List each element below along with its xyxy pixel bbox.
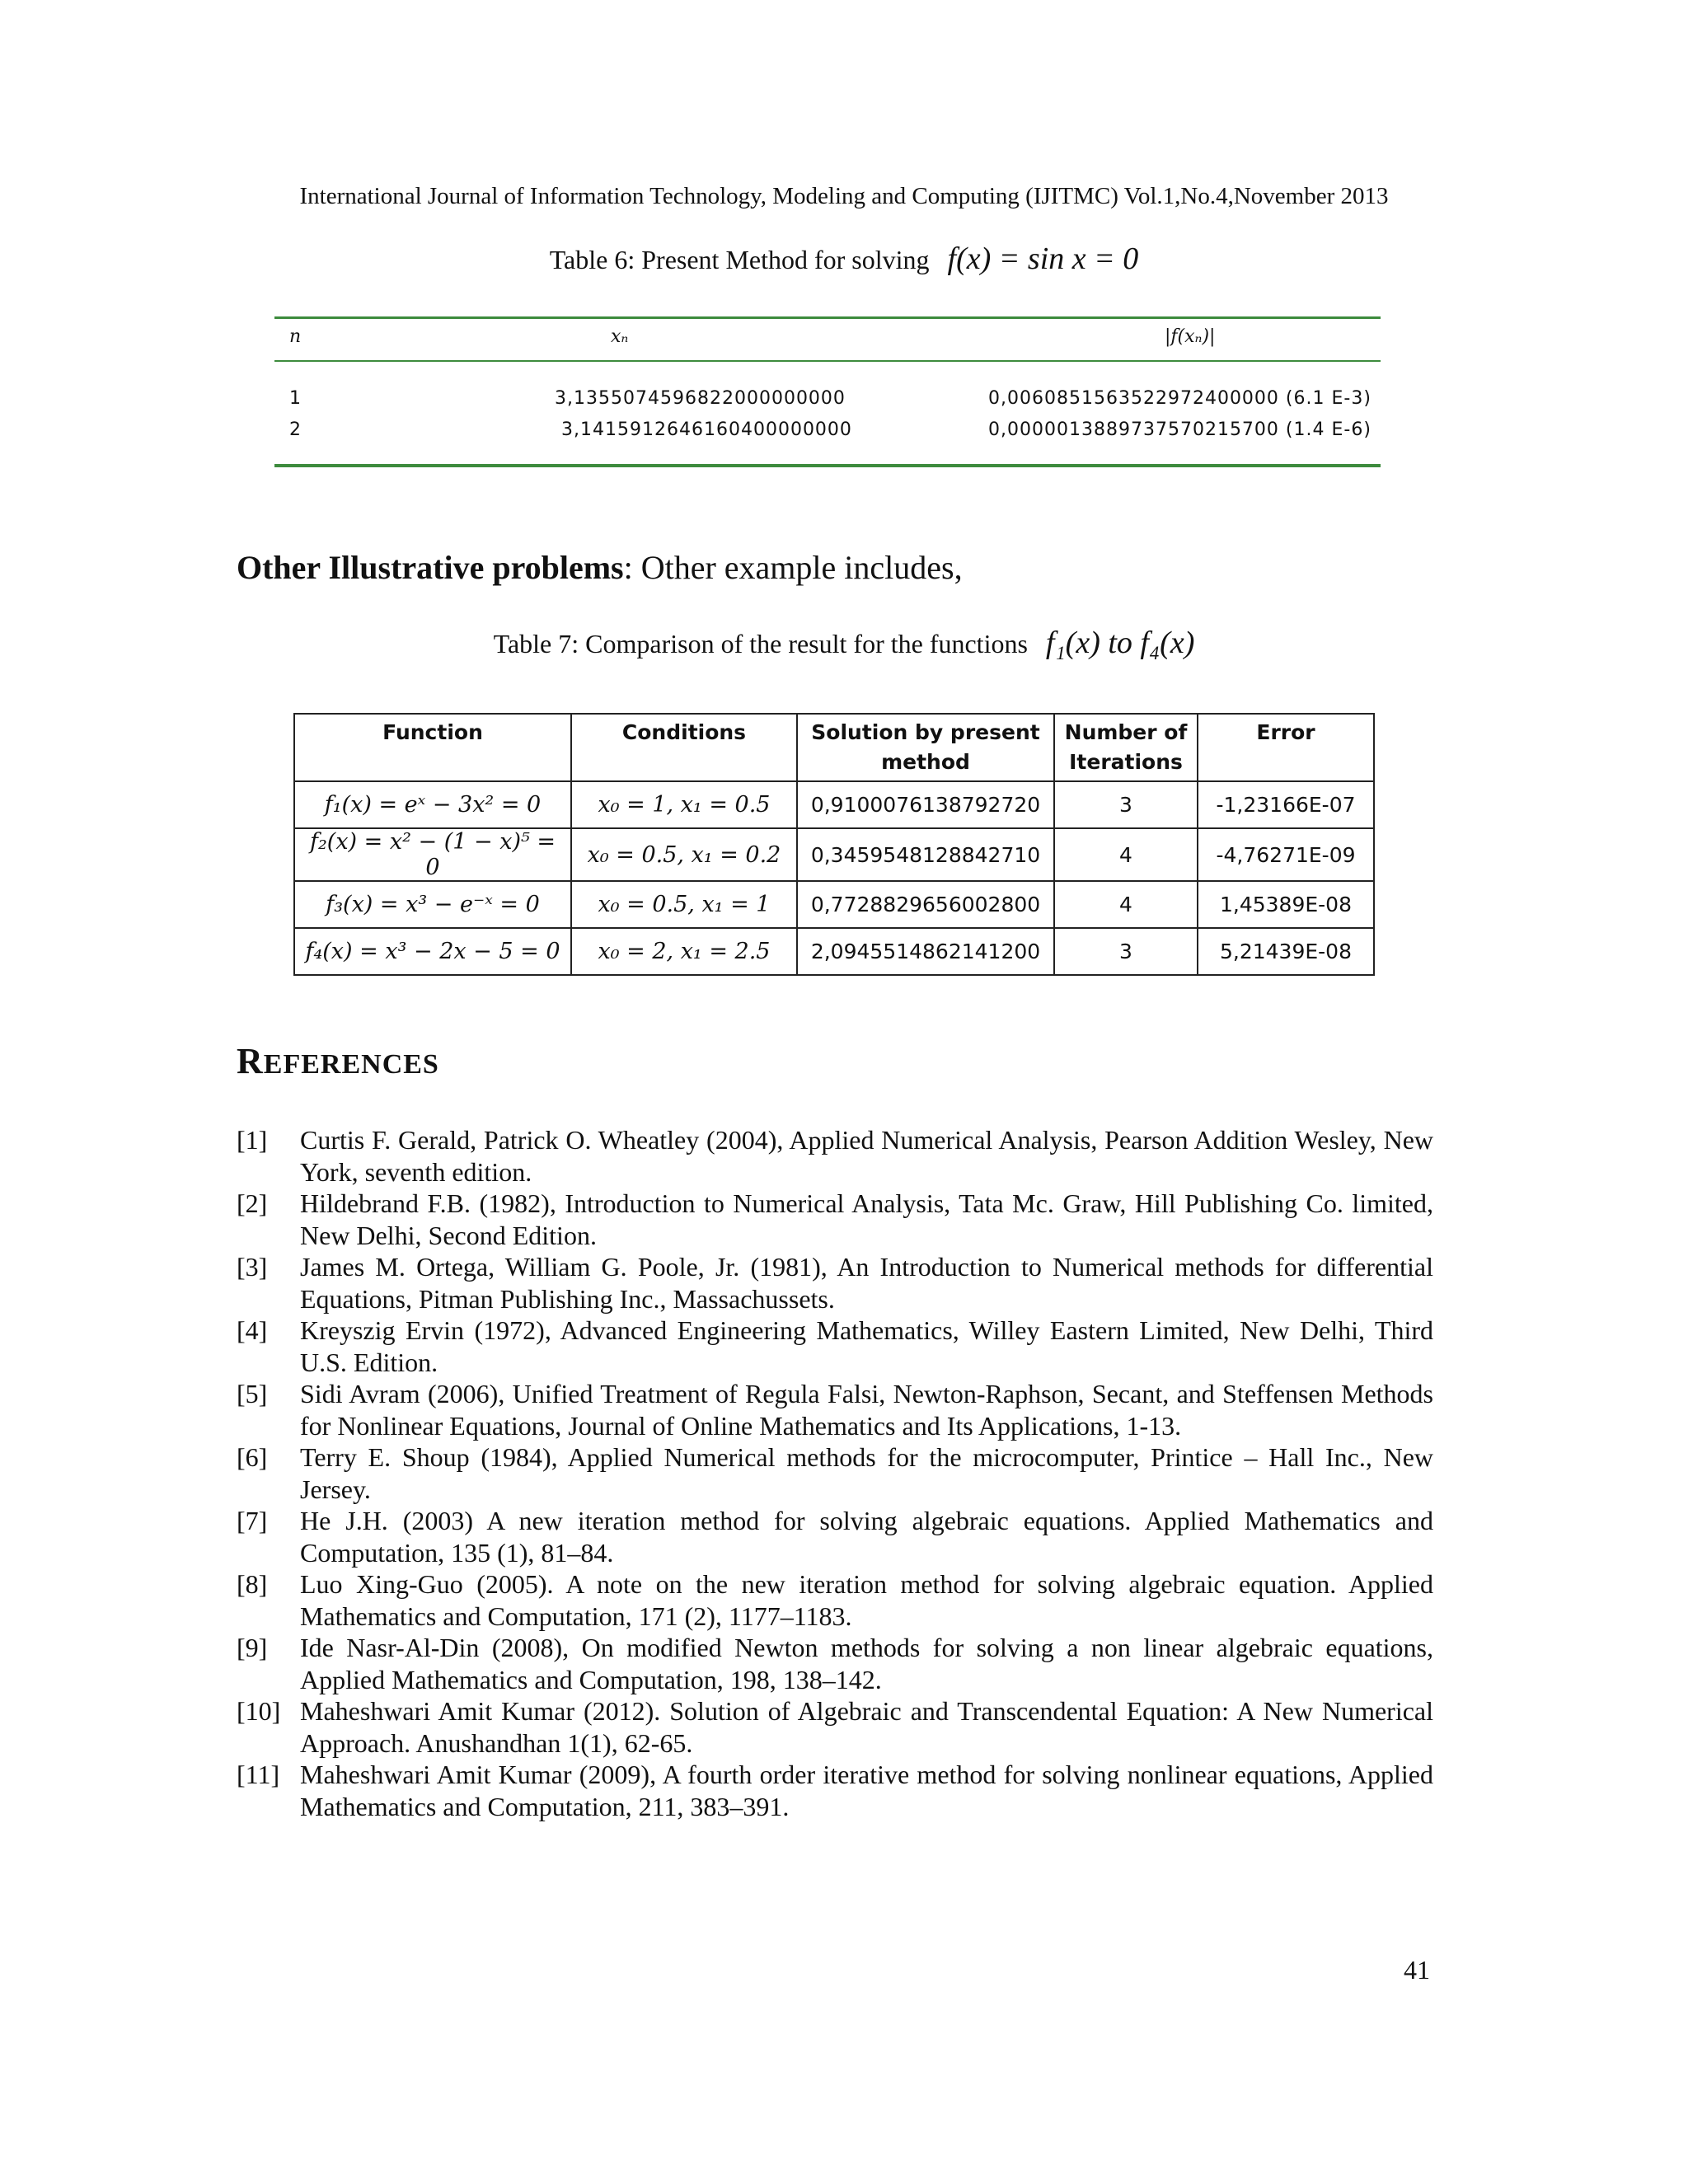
table7-cell-conditions: x₀ = 0.5, x₁ = 0.2 <box>571 828 797 881</box>
reference-number: [4] <box>237 1315 268 1345</box>
table7-cell-error: 1,45389E-08 <box>1198 881 1374 928</box>
table7-cell-iterations: 3 <box>1054 928 1198 975</box>
table7-col-iterations: Number of Iterations <box>1054 714 1198 781</box>
table-row <box>274 383 1381 415</box>
reference-text: Hildebrand F.B. (1982), Introduction to Numerical Analysis, Tata Mc. Graw, Hill Publishing Co. limited, New Delhi, Second Edition. <box>300 1188 1433 1250</box>
table7-cell-function: f₄(x) = x³ − 2x − 5 = 0 <box>294 928 571 975</box>
reference-number: [6] <box>237 1442 268 1472</box>
references-heading <box>237 1040 439 1082</box>
reference-text: Maheshwari Amit Kumar (2012). Solution of Algebraic and Transcendental Equation: A New Numerical Approach. Anushandhan 1(1), 62-65. <box>300 1696 1433 1758</box>
list-item <box>237 1568 1433 1632</box>
table7-cell-error: -4,76271E-09 <box>1198 828 1374 881</box>
references-heading-rest: EFERENCES <box>263 1049 439 1080</box>
table7-col-function: Function <box>294 714 571 781</box>
reference-number: [7] <box>237 1506 268 1535</box>
section-heading-rest: : Other example includes, <box>623 549 963 586</box>
table-row <box>294 928 1374 975</box>
list-item <box>237 1378 1433 1441</box>
section-heading-bold: Other Illustrative problems <box>237 549 624 586</box>
table7-cell-iterations: 4 <box>1054 881 1198 928</box>
table6-col-xn: xₙ <box>611 326 629 347</box>
table7-header-row <box>294 714 1374 781</box>
list-item <box>237 1505 1433 1568</box>
reference-number: [1] <box>237 1125 268 1155</box>
table6-cell-fxn: 0,0000013889737570215700 (1.4 E-6) <box>988 419 1372 440</box>
running-header: International Journal of Information Technology, Modeling and Computing (IJITMC) Vol.1,No.4,November 2013 <box>299 183 1389 209</box>
table6-bottom-rule <box>274 464 1381 467</box>
table7-cell-function: f₁(x) = eˣ − 3x² = 0 <box>294 781 571 828</box>
table-row <box>274 415 1381 446</box>
table7-cell-solution: 0,7728829656002800 <box>797 881 1054 928</box>
reference-number: [9] <box>237 1633 268 1662</box>
table6-col-fxn: |f(xₙ)| <box>1165 326 1216 347</box>
list-item <box>237 1188 1433 1251</box>
table-row <box>294 881 1374 928</box>
table6-top-rule <box>274 316 1381 319</box>
reference-text: Ide Nasr-Al-Din (2008), On modified Newton methods for solving a non linear algebraic equations, Applied Mathematics and Computation, 198, 138–142. <box>300 1633 1433 1694</box>
table6-col-n: n <box>289 326 302 347</box>
reference-number: [2] <box>237 1188 268 1218</box>
references-heading-initial: R <box>237 1041 264 1081</box>
table7-cell-solution: 0,9100076138792720 <box>797 781 1054 828</box>
table7-col-solution: Solution by present method <box>797 714 1054 781</box>
table7 <box>293 713 1375 976</box>
reference-text: Luo Xing-Guo (2005). A note on the new iteration method for solving algebraic equation. Applied Mathematics and Computation, 171 (2), 1177–1183. <box>300 1569 1433 1631</box>
table6-body <box>274 362 1381 464</box>
list-item <box>237 1251 1433 1315</box>
reference-text: Kreyszig Ervin (1972), Advanced Engineering Mathematics, Willey Eastern Limited, New Delhi, Third U.S. Edition. <box>300 1315 1433 1377</box>
reference-number: [10] <box>237 1696 281 1726</box>
reference-text: Terry E. Shoup (1984), Applied Numerical methods for the microcomputer, Printice – Hall Inc., New Jersey. <box>300 1442 1433 1504</box>
reference-number: [5] <box>237 1379 268 1408</box>
table6-caption <box>0 241 1688 277</box>
table6-cell-n: 1 <box>289 388 302 409</box>
table7-caption-text: Table 7: Comparison of the result for the functions <box>493 629 1028 658</box>
table6-cell-xn: 3,1415912646160400000000 <box>561 419 852 440</box>
list-item <box>237 1124 1433 1188</box>
reference-text: Sidi Avram (2006), Unified Treatment of Regula Falsi, Newton-Raphson, Secant, and Steffensen Methods for Nonlinear Equations, Journal of Online Mathematics and Its Applications, 1-13. <box>300 1379 1433 1441</box>
page-number: 41 <box>1404 1955 1430 1985</box>
reference-number: [8] <box>237 1569 268 1599</box>
reference-text: Curtis F. Gerald, Patrick O. Wheatley (2004), Applied Numerical Analysis, Pearson Addition Wesley, New York, seventh edition. <box>300 1125 1433 1187</box>
reference-number: [11] <box>237 1760 280 1789</box>
reference-text: Maheshwari Amit Kumar (2009), A fourth order iterative method for solving nonlinear equations, Applied Mathematics and Computation, 211, 383–391. <box>300 1760 1433 1821</box>
list-item <box>237 1759 1433 1822</box>
table6-caption-equation: f(x) = sin x = 0 <box>947 241 1139 276</box>
table-row <box>294 781 1374 828</box>
list-item <box>237 1315 1433 1378</box>
table6-cell-fxn: 0,0060851563522972400000 (6.1 E-3) <box>988 388 1372 409</box>
table7-cell-iterations: 4 <box>1054 828 1198 881</box>
reference-number: [3] <box>237 1252 268 1282</box>
list-item <box>237 1632 1433 1695</box>
table7-cell-iterations: 3 <box>1054 781 1198 828</box>
table7-cell-error: 5,21439E-08 <box>1198 928 1374 975</box>
table-row <box>294 828 1374 881</box>
table7-cell-conditions: x₀ = 2, x₁ = 2.5 <box>571 928 797 975</box>
table6-cell-xn: 3,1355074596822000000000 <box>555 388 846 409</box>
references-list <box>237 1124 1433 1822</box>
list-item <box>237 1441 1433 1505</box>
table6 <box>274 316 1381 467</box>
table7-cell-conditions: x₀ = 0.5, x₁ = 1 <box>571 881 797 928</box>
section-heading <box>237 548 963 587</box>
table7-col-error: Error <box>1198 714 1374 781</box>
table7-caption <box>0 625 1688 661</box>
table7-cell-solution: 2,0945514862141200 <box>797 928 1054 975</box>
reference-text: James M. Ortega, William G. Poole, Jr. (1981), An Introduction to Numerical methods for differential Equations, Pitman Publishing Inc., Massachussets. <box>300 1252 1433 1314</box>
list-item <box>237 1695 1433 1759</box>
table7-cell-solution: 0,3459548128842710 <box>797 828 1054 881</box>
table6-cell-n: 2 <box>289 419 302 440</box>
table7-cell-conditions: x₀ = 1, x₁ = 0.5 <box>571 781 797 828</box>
table7-col-conditions: Conditions <box>571 714 797 781</box>
reference-text: He J.H. (2003) A new iteration method for solving algebraic equations. Applied Mathematics and Computation, 135 (1), 81–84. <box>300 1506 1433 1568</box>
table7-caption-equation: f₁(x) to f₄(x) <box>1045 626 1195 660</box>
table7-cell-function: f₃(x) = x³ − e⁻ˣ = 0 <box>294 881 571 928</box>
table6-caption-text: Table 6: Present Method for solving <box>549 245 930 274</box>
table7-cell-function: f₂(x) = x² − (1 − x)⁵ = 0 <box>294 828 571 881</box>
table7-cell-error: -1,23166E-07 <box>1198 781 1374 828</box>
